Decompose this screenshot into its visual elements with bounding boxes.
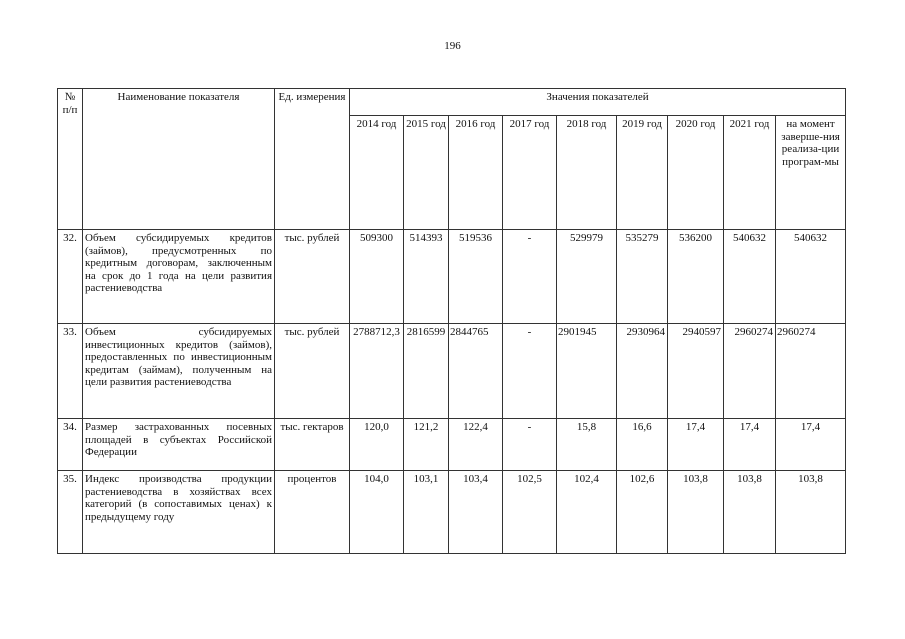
- header-year: 2021 год: [724, 116, 776, 230]
- value-cell: 103,8: [724, 471, 776, 554]
- value-cell: 102,5: [503, 471, 557, 554]
- header-year: 2015 год: [404, 116, 449, 230]
- header-number: № п/п: [58, 89, 83, 230]
- header-unit: Ед. измерения: [275, 89, 350, 230]
- value-cell: 2930964: [617, 324, 668, 419]
- indicator-name: Объем субсидируемых инвестиционных кредитов (займов), предоставленных по инвестиционным кредитам (займам), полученным на цели развития растениеводства: [83, 324, 275, 419]
- row-number: 32.: [58, 230, 83, 324]
- table-row: [58, 419, 846, 471]
- value-cell: 2816599: [404, 324, 449, 419]
- header-indicator-name: Наименование показателя: [83, 89, 275, 230]
- row-number: 35.: [58, 471, 83, 554]
- value-cell: 536200: [668, 230, 724, 324]
- unit-cell: тыс. рублей: [275, 324, 350, 419]
- header-year: 2020 год: [668, 116, 724, 230]
- value-cell: 103,8: [668, 471, 724, 554]
- indicator-name: Индекс производства продукции растениеводства в хозяйствах всех категорий (в сопоставимых ценах) к предыдущему году: [83, 471, 275, 554]
- table-row: [58, 230, 846, 324]
- header-values-group: Значения показателей: [350, 89, 846, 116]
- table-row: [58, 324, 846, 419]
- header-row-1: [58, 89, 846, 116]
- value-cell: 540632: [724, 230, 776, 324]
- unit-cell: тыс. рублей: [275, 230, 350, 324]
- indicators-table: [57, 88, 846, 554]
- value-cell: 122,4: [449, 419, 503, 471]
- value-cell: 16,6: [617, 419, 668, 471]
- value-cell: 535279: [617, 230, 668, 324]
- row-number: 34.: [58, 419, 83, 471]
- value-cell: 17,4: [724, 419, 776, 471]
- value-cell: 529979: [557, 230, 617, 324]
- value-cell: -: [503, 324, 557, 419]
- header-year: 2016 год: [449, 116, 503, 230]
- unit-cell: тыс. гектаров: [275, 419, 350, 471]
- value-cell: 509300: [350, 230, 404, 324]
- page-number: 196: [444, 40, 461, 52]
- value-cell: 103,4: [449, 471, 503, 554]
- value-cell: -: [503, 230, 557, 324]
- value-cell: 540632: [776, 230, 846, 324]
- value-cell: 102,6: [617, 471, 668, 554]
- value-cell: 519536: [449, 230, 503, 324]
- value-cell: 15,8: [557, 419, 617, 471]
- value-cell: 514393: [404, 230, 449, 324]
- header-year: 2017 год: [503, 116, 557, 230]
- header-year: 2014 год: [350, 116, 404, 230]
- value-cell: 2940597: [668, 324, 724, 419]
- indicator-name: Размер застрахованных посевных площадей в субъектах Российской Федерации: [83, 419, 275, 471]
- value-cell: 103,8: [776, 471, 846, 554]
- value-cell: 102,4: [557, 471, 617, 554]
- value-cell: 17,4: [776, 419, 846, 471]
- value-cell: 17,4: [668, 419, 724, 471]
- indicator-name: Объем субсидируемых кредитов (займов), предусмотренных по кредитным договорам, заключенным на срок до 1 года на цели развития растениеводства: [83, 230, 275, 324]
- value-cell: -: [503, 419, 557, 471]
- table-row: [58, 471, 846, 554]
- value-cell: 120,0: [350, 419, 404, 471]
- header-year: 2018 год: [557, 116, 617, 230]
- header-year: 2019 год: [617, 116, 668, 230]
- value-cell: 2788712,3: [350, 324, 404, 419]
- value-cell: 2960274: [776, 324, 846, 419]
- value-cell: 121,2: [404, 419, 449, 471]
- value-cell: 2844765: [449, 324, 503, 419]
- header-program-end: на момент заверше-ния реализа-ции програм-мы: [776, 116, 846, 230]
- value-cell: 103,1: [404, 471, 449, 554]
- row-number: 33.: [58, 324, 83, 419]
- value-cell: 104,0: [350, 471, 404, 554]
- value-cell: 2960274: [724, 324, 776, 419]
- value-cell: 2901945: [557, 324, 617, 419]
- unit-cell: процентов: [275, 471, 350, 554]
